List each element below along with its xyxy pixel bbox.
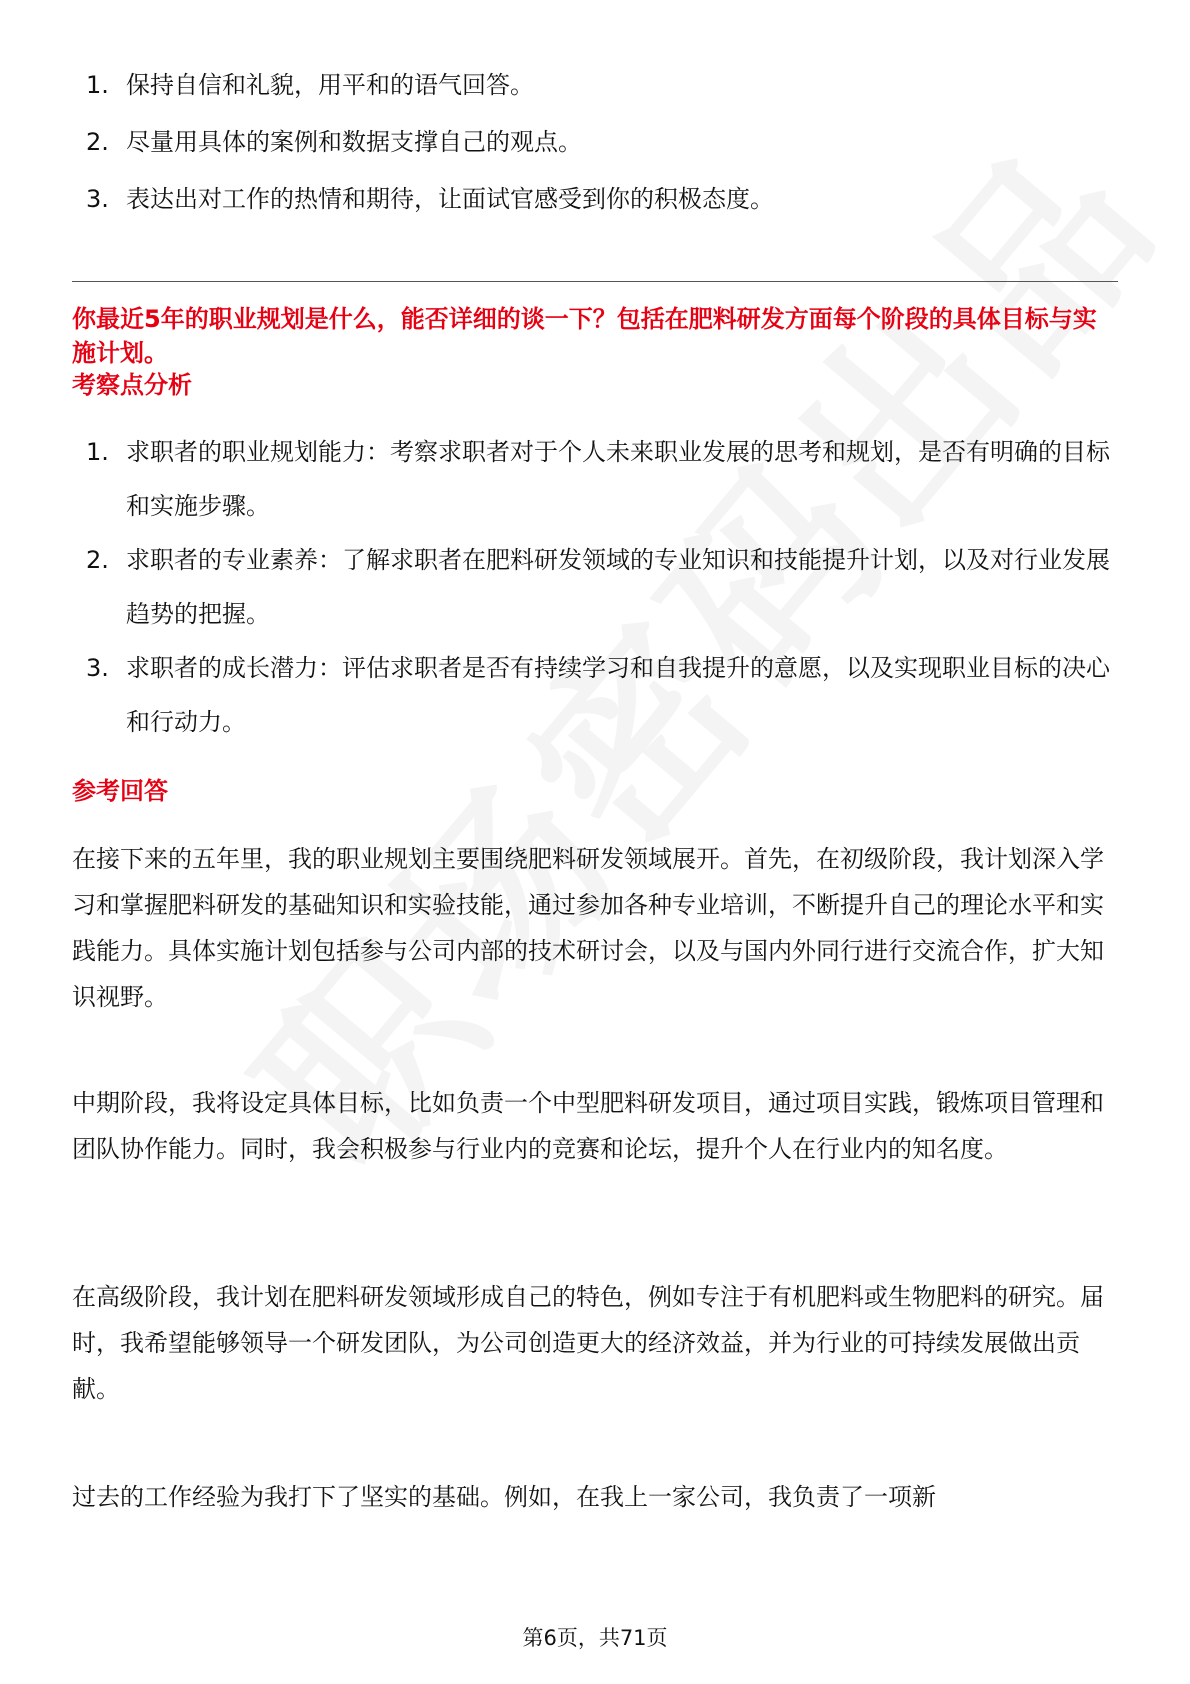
- list-text: 保持自信和礼貌，用平和的语气回答。: [126, 71, 534, 99]
- list-number: 1.: [86, 71, 109, 99]
- interview-question: 你最近5年的职业规划是什么，能否详细的谈一下？包括在肥料研发方面每个阶段的具体目标与实施计划。: [72, 305, 1097, 367]
- list-text: 求职者的专业素养：了解求职者在肥料研发领域的专业知识和技能提升计划，以及对行业发展趋势的把握。: [126, 546, 1110, 628]
- list-number: 3.: [86, 185, 109, 213]
- list-item: [72, 115, 1118, 169]
- list-number: 1.: [86, 438, 109, 466]
- list-text: 求职者的成长潜力：评估求职者是否有持续学习和自我提升的意愿，以及实现职业目标的决心和行动力。: [126, 654, 1110, 736]
- list-item: [72, 533, 1118, 641]
- analysis-list: [72, 425, 1118, 749]
- answer-heading: 参考回答: [72, 777, 168, 805]
- list-text: 表达出对工作的热情和期待，让面试官感受到你的积极态度。: [126, 185, 774, 213]
- answer-paragraph: 过去的工作经验为我打下了坚实的基础。例如，在我上一家公司，我负责了一项新: [72, 1483, 936, 1511]
- list-item: [72, 172, 1118, 226]
- list-number: 3.: [86, 654, 109, 682]
- section-divider: [72, 281, 1118, 282]
- tips-list: [72, 58, 1118, 229]
- document-page: [72, 0, 1118, 1684]
- answer-paragraph: 中期阶段，我将设定具体目标，比如负责一个中型肥料研发项目，通过项目实践，锻炼项目管理和团队协作能力。同时，我会积极参与行业内的竞赛和论坛，提升个人在行业内的知名度。: [72, 1089, 1104, 1163]
- list-number: 2.: [86, 546, 109, 574]
- list-text: 尽量用具体的案例和数据支撑自己的观点。: [126, 128, 582, 156]
- analysis-heading: 考察点分析: [72, 371, 192, 399]
- list-number: 2.: [86, 128, 109, 156]
- answer-paragraph: 在接下来的五年里，我的职业规划主要围绕肥料研发领域展开。首先，在初级阶段，我计划深入学习和掌握肥料研发的基础知识和实验技能，通过参加各种专业培训，不断提升自己的理论水平和实践能力。具体实施计划包括参与公司内部的技术研讨会，以及与国内外同行进行交流合作，扩大知识视野。: [72, 845, 1104, 1011]
- list-item: [72, 58, 1118, 112]
- answer-paragraph: 在高级阶段，我计划在肥料研发领域形成自己的特色，例如专注于有机肥料或生物肥料的研究。届时，我希望能够领导一个研发团队，为公司创造更大的经济效益，并为行业的可持续发展做出贡献。: [72, 1283, 1104, 1403]
- page-footer: 第6页，共71页: [522, 1626, 668, 1650]
- list-item: [72, 641, 1118, 749]
- list-text: 求职者的职业规划能力：考察求职者对于个人未来职业发展的思考和规划，是否有明确的目标和实施步骤。: [126, 438, 1110, 520]
- list-item: [72, 425, 1118, 533]
